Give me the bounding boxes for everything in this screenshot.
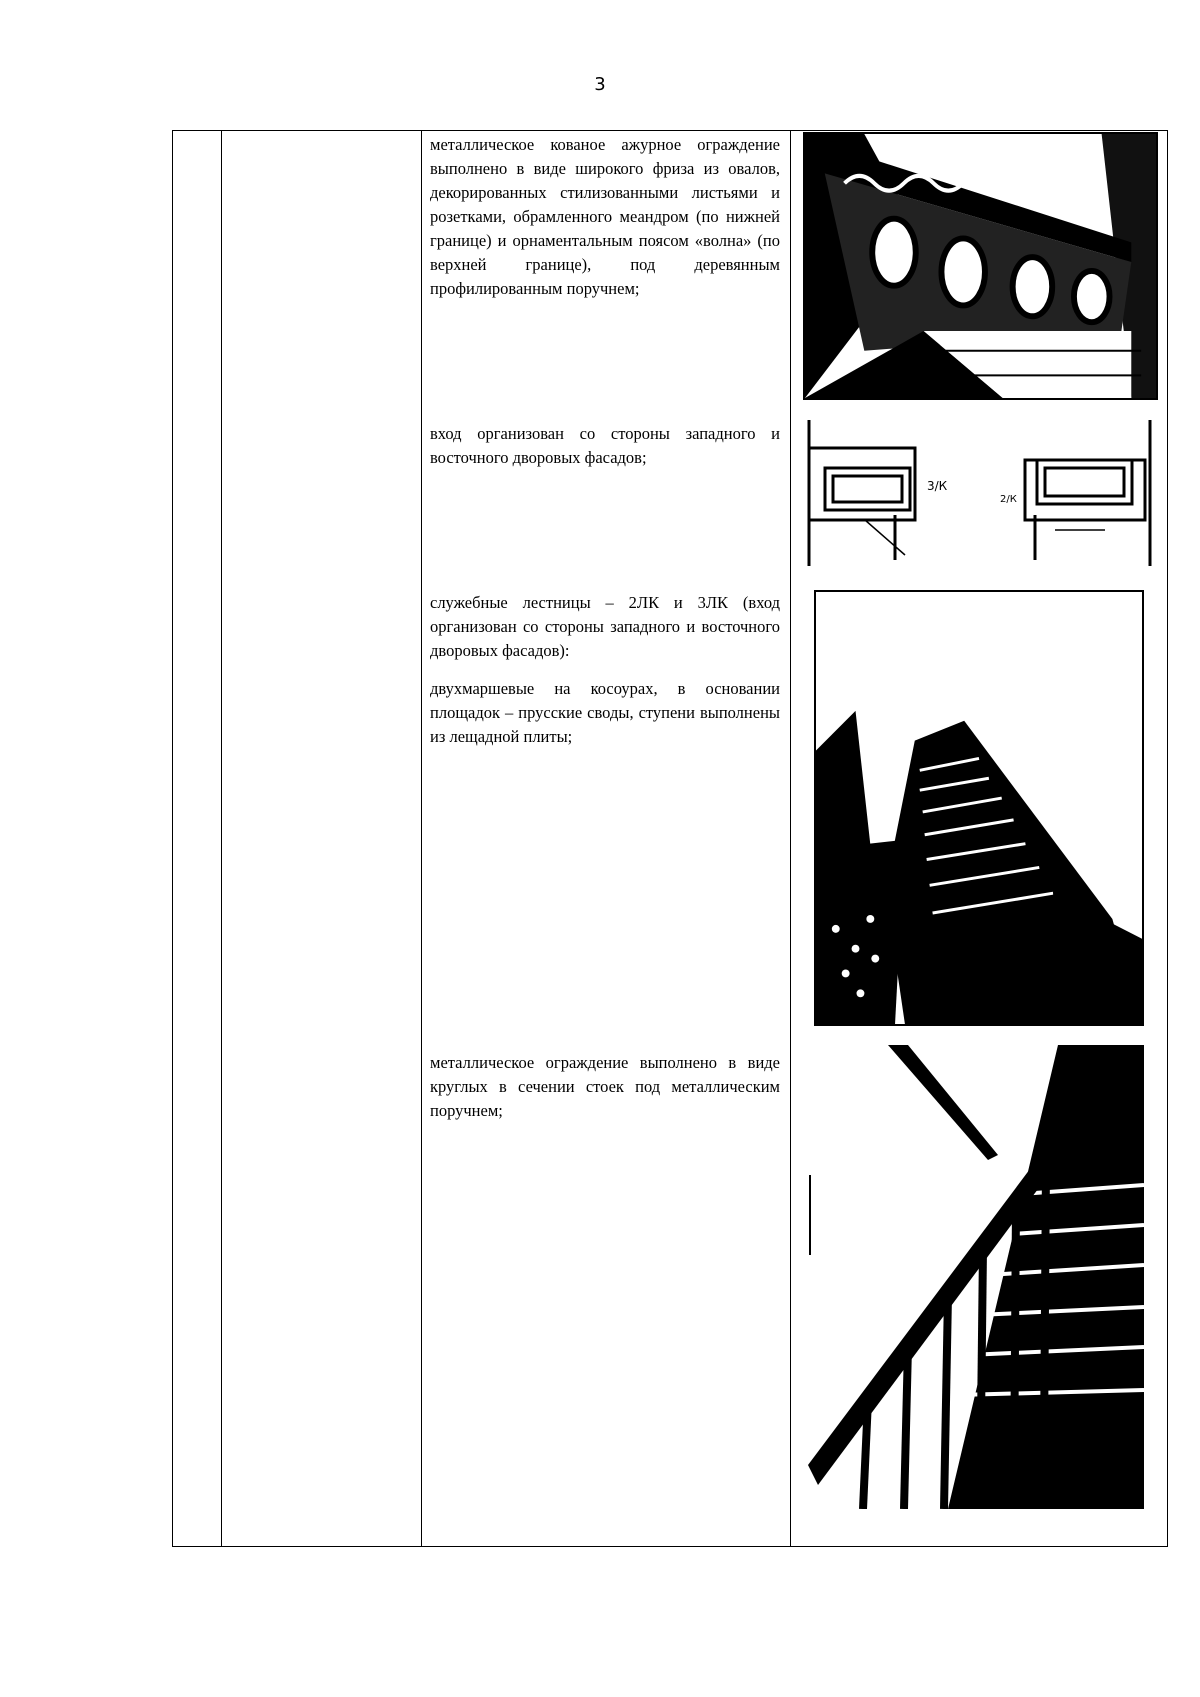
photo-wrought-railing	[803, 132, 1158, 400]
column-divider-2	[421, 131, 422, 1546]
photo-service-staircase	[814, 590, 1144, 1026]
column-divider-1	[221, 131, 222, 1546]
plan-label-right: 2/К	[1000, 494, 1017, 505]
paragraph: металлическое кованое ажурное ограждение выполнено в виде широкого фриза из овалов, декорированных стилизованными листьями и розетками, обрамленного меандром (по нижней границе) и орнаментальным поясом «волна» (по верхней границе), под деревянным профилированным поручнем;	[430, 135, 780, 298]
description-metal-railing	[430, 1051, 780, 1137]
description-entrance	[430, 422, 780, 484]
column-divider-3	[790, 131, 791, 1546]
paragraph: металлическое ограждение выполнено в виде круглых в сечении стоек под металлическим поручнем;	[430, 1053, 780, 1120]
photo-metal-railing	[808, 1045, 1144, 1509]
floor-plan-fragments	[805, 420, 1157, 566]
description-railing-wrought	[430, 133, 780, 315]
page-number: 3	[594, 74, 606, 95]
plan-label-left: 3/К	[927, 479, 948, 493]
paragraph: вход организован со стороны западного и восточного дворовых фасадов;	[430, 424, 780, 467]
paragraph: служебные лестницы – 2ЛК и 3ЛК (вход организован со стороны западного и восточного дворовых фасадов):	[430, 593, 780, 660]
paragraph: двухмаршевые на косоурах, в основании площадок – прусские своды, ступени выполнены из лещадной плиты;	[430, 679, 780, 746]
description-service-stairs	[430, 591, 780, 763]
